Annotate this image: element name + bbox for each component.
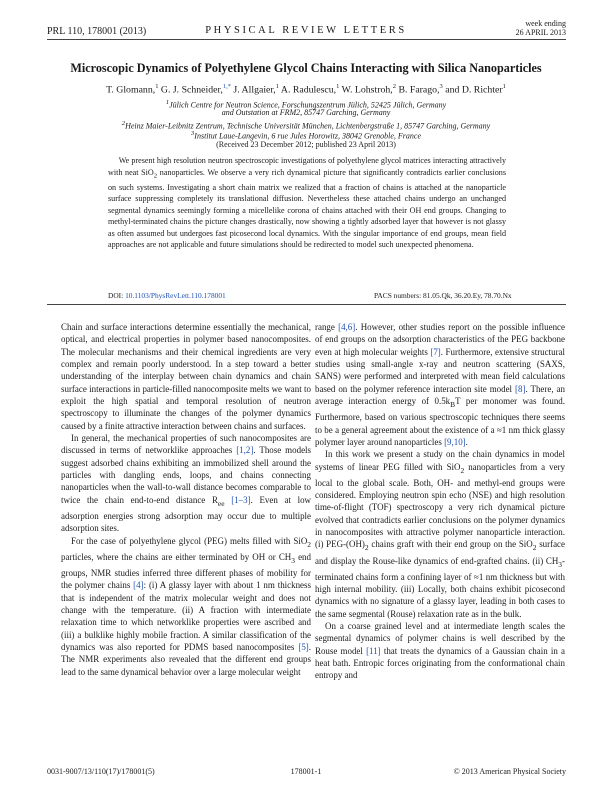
author-affiliation-marker: 1,* — [222, 83, 231, 90]
author-name: and D. Richter — [445, 84, 503, 96]
subscript: 2 — [364, 543, 369, 553]
paragraph-rouse-model — [315, 620, 565, 682]
affiliation-1-marker: 1 — [165, 99, 170, 106]
paragraph-text: -terminated chains form a confining layer of ≈1 nm thickness but with high internal mobility. (iii) Locally, both chains exhibit picosecond dynamics with no signature of a glassy layer, leading in both cases to the same segmental (Rouse) relaxation rate as in the bulk. — [315, 555, 565, 619]
paragraph-intro — [61, 321, 311, 432]
subscript: 2 — [307, 539, 311, 549]
paper-title: Microscopic Dynamics of Polyethylene Glycol Chains Interacting with Silica Nanoparticles — [70, 61, 542, 75]
author-affiliation-marker: 1 — [155, 83, 159, 90]
doi-line — [108, 291, 226, 300]
abstract-rule — [47, 304, 566, 305]
paragraph-peg-nmr — [61, 535, 311, 678]
author-list — [40, 83, 572, 95]
paragraph-text: . Those models suggest adsorbed chains exhibiting an immobilized shell around the particles with dangling ends, loops, and chains connecting nanoparticles when the wall-to-wall distance becomes comparable to twice the chain end-to-end distance R — [61, 445, 311, 505]
author-name: G. J. Schneider, — [160, 84, 223, 96]
footer-code: 0031-9007/13/110(17)/178001(5) — [47, 767, 155, 776]
author-name: W. Lohstroh, — [341, 84, 393, 96]
author-name: T. Glomann, — [106, 84, 156, 96]
week-ending-date: 26 APRIL 2013 — [515, 28, 566, 37]
paragraph-this-work — [315, 448, 565, 620]
paragraph-text: For the case of polyethylene glycol (PEG) melts filled with SiO — [71, 535, 308, 546]
doi-label: DOI: — [108, 291, 124, 300]
paragraph-end-groups — [315, 321, 565, 448]
header-rule — [47, 39, 566, 40]
affiliation-3-marker: 3 — [190, 130, 195, 137]
author-name: J. Allgaier, — [233, 84, 276, 96]
paragraph-text: surface and display the Rouse-like dynamics of end-grafted chains. (ii) CH — [315, 539, 565, 566]
abstract-subscript: 2 — [153, 172, 158, 180]
paragraph-text: . Furthermore, extensive structural studies using small-angle x-ray and neutron scattering (SAXS, SANS) were performed and interpreted with mean field calculations based on the polymer reference interaction site model — [315, 346, 565, 394]
page-number: 178001-1 — [290, 767, 322, 776]
citation-link[interactable]: [8] — [515, 383, 526, 394]
author-name: A. Radulescu, — [280, 84, 337, 96]
citation-link[interactable]: [9,10] — [444, 436, 466, 447]
paragraph-text: . — [465, 436, 468, 447]
paragraph-text: range — [315, 322, 339, 332]
received-dates: (Received 23 December 2012; published 23 April 2013) — [216, 140, 396, 149]
paragraph-text: Chain and surface interactions determine essentially the mechanical, optical, and electrical properties in polymer based nanocomposites. The molecular mechanisms and their chemical ingredients are very complex and remain poorly understood. In a step toward a better understanding of the interplay between chain dynamics and chain surface interactions in particle-filled nanocomposite melts we want to exploit the high spatial and temporal resolution of neutron spectroscopy to illuminate the changes of the polymer dynamics caused by a finite attractive interaction between chains and surfaces. — [61, 322, 311, 431]
issue-date — [516, 19, 566, 37]
citation-link[interactable]: [1–3] — [231, 494, 251, 505]
author-affiliation-marker: 2 — [392, 83, 396, 90]
subscript: B — [450, 399, 456, 409]
subscript: 2 — [532, 543, 537, 553]
author-affiliation-marker: 3 — [439, 83, 443, 90]
affiliation-3-text: Institut Laue-Langevin, 6 rue Jules Horowitz, 38042 Grenoble, France — [194, 131, 422, 141]
paragraph-text: In this work we present a study on the chain dynamics in model systems of linear PEG filled with SiO — [315, 449, 565, 472]
author-affiliation-marker: 1 — [275, 83, 279, 90]
pacs-numbers: PACS numbers: 81.05.Qk, 36.20.Ey, 78.70.Nx — [374, 291, 512, 300]
journal-name: PHYSICAL REVIEW LETTERS — [205, 25, 407, 36]
subscript: 2 — [460, 465, 465, 475]
paragraph-text: particles, where the chains are either terminated by OH or CH — [61, 551, 292, 562]
abstract-text-1: We present high resolution neutron spectroscopic investigations of polyethylene glycol matrices interacting attractively with neat SiO — [108, 156, 506, 177]
citation-link[interactable]: [4] — [133, 580, 144, 591]
author-affiliation-marker: 1 — [502, 83, 506, 90]
affiliation-1b-text: and Outstation at FRM2, 85747 Garching, Germany — [221, 108, 391, 117]
citation-link[interactable]: [7] — [430, 346, 441, 357]
paragraph-text: On a coarse grained level and at intermediate length scales the segmental dynamics of polymer chains is well described by the Rouse model — [315, 621, 565, 656]
paragraph-text: . The NMR experiments also revealed that the different end groups lead to the same dynamical behavior over a large molecular weight — [61, 641, 311, 677]
journal-reference: PRL 110, 178001 (2013) — [47, 26, 147, 37]
subscript: ee — [217, 498, 225, 508]
citation-link[interactable]: [5] — [298, 641, 309, 652]
citation-link[interactable]: [11] — [366, 645, 381, 656]
affiliation-2-marker: 2 — [121, 120, 126, 127]
affiliation-1-text: Jülich Centre for Neutron Science, Forschungszentrum Jülich, 52425 Jülich, Germany — [169, 100, 447, 110]
paragraph-text: T per monomer was found. Furthermore, based on various spectroscopic techniques there seems to be a general agreement about the existence of a ≈1 nm thick glassy polymer layer around nanoparticles — [315, 396, 565, 447]
paragraph-text: . There, an average interaction energy of 0.5k — [315, 383, 565, 407]
paragraph-text: . Even at low adsorption energies strong adsorption may occur due to multiple adsorption sites. — [61, 494, 311, 534]
body-column-left — [61, 321, 311, 678]
abstract — [108, 155, 506, 251]
paragraph-text: that treats the dynamics of a Gaussian chain in a heat bath. Entropic forces originating from the conformational chain entropy and — [315, 645, 565, 681]
subscript: 3 — [558, 559, 563, 569]
week-ending-label: week ending — [525, 19, 566, 28]
author-affiliation-marker: 1 — [336, 83, 340, 90]
doi-link[interactable]: 10.1103/PhysRevLett.110.178001 — [125, 291, 226, 300]
affiliation-2-text: Heinz Maier-Leibnitz Zentrum, Technische Universität München, Lichtenbergstraße 1, 85747 Garching, Germany — [125, 121, 491, 131]
paragraph-text: chains graft with their end group on the SiO — [368, 539, 533, 550]
paragraph-text: : (i) A glassy layer with about 1 nm thickness that is independent of the matrix molecular weight and does not change with the temperature. (ii) A fraction with intermediate relaxation time to which networklike properties were ascribed and (iii) a bulklike highly mobile fraction. A similar classification of the dynamics was also reported for PDMS based nanocomposites — [61, 580, 311, 652]
paragraph-network-models — [61, 432, 311, 535]
citation-link[interactable]: [1,2] — [236, 445, 254, 456]
author-name: B. Farago, — [398, 84, 440, 96]
paragraph-text: nanoparticles from a very local to the global scale. Both, OH- and methyl-end groups were considered. Employing neutron spin echo (NSE) and high resolution time-of-flight (TOF) spectroscopy a very rich dynamical picture evolved that contradicts earlier conclusions on the polymer dynamics in nanocomposites with attractive polymer nanoparticle interaction. (i) PEG-(OH) — [315, 461, 565, 550]
subscript: 3 — [291, 555, 295, 565]
copyright: © 2013 American Physical Society — [453, 767, 566, 776]
paragraph-text: In general, the mechanical properties of such nanocomposites are discussed in terms of networklike approaches — [61, 433, 311, 456]
affiliation-1-outstation — [40, 108, 572, 118]
body-column-right — [315, 321, 565, 682]
paragraph-text: end groups, NMR studies inferred three different phases of mobility for the polymer chains — [61, 551, 311, 591]
paragraph-text: . However, other studies report on the possible influence of end groups on the adsorption characteristics of the PEG backbone even at high molecular weights — [315, 322, 565, 357]
abstract-text-2: nanoparticles. We observe a very rich dynamical picture that significantly contradicts earlier conclusions on such systems. Investigating a short chain matrix we realized that a fraction of chains is attached at the nanoparticle surface suppressing completely its translational diffusion. Nevertheless these attached chains undergo an unchanged segmental dynamics seemingly forming a micellelike corona of chains attached with their OH end groups. Changing to methyl-terminated chains the picture changes drastically, now showing a tightly adsorbed layer that however is not glassy as often assumed but undergoes fast picosecond local dynamics. With the singular importance of end groups, mean field approaches are not applicable and future simulations should be redirected to model such unexpected phenomena. — [108, 167, 507, 250]
citation-link[interactable]: [4,6] — [338, 322, 356, 332]
